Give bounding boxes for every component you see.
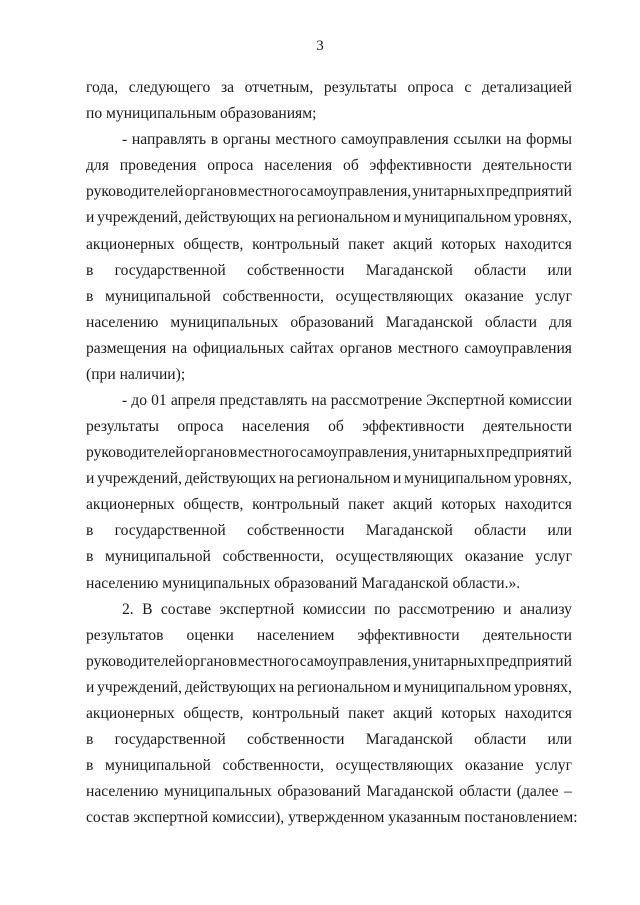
word: самоуправления, bbox=[299, 183, 412, 201]
word: для bbox=[549, 313, 572, 331]
text-line: (при наличии); bbox=[86, 365, 186, 383]
word: оказание bbox=[464, 757, 524, 775]
word: предприятий bbox=[485, 183, 572, 201]
word: которых bbox=[441, 235, 497, 253]
word: области bbox=[474, 261, 527, 279]
word: находится bbox=[504, 704, 572, 722]
word: отчетным, bbox=[244, 79, 314, 96]
word: или bbox=[547, 731, 572, 748]
word: в bbox=[210, 131, 219, 149]
word: и bbox=[393, 678, 402, 696]
word: года, bbox=[86, 79, 119, 96]
word: региональном bbox=[297, 470, 391, 488]
word: руководителей bbox=[86, 652, 184, 670]
text-line bbox=[86, 182, 572, 202]
word: оказание bbox=[464, 548, 524, 566]
word: собственности, bbox=[222, 548, 324, 566]
text-line bbox=[86, 521, 572, 541]
word: - bbox=[122, 392, 128, 409]
word: и bbox=[393, 209, 402, 227]
word: собственности bbox=[246, 261, 345, 279]
word: учреждений, bbox=[97, 678, 183, 696]
word: пакет bbox=[348, 704, 385, 722]
word: В bbox=[142, 600, 153, 618]
text-line bbox=[86, 287, 572, 307]
word: муниципальной bbox=[105, 757, 211, 775]
word: которых bbox=[441, 704, 497, 722]
word: предприятий bbox=[485, 652, 572, 670]
word: эффективности bbox=[357, 626, 460, 644]
word: анализу bbox=[519, 600, 572, 618]
word: пакет bbox=[348, 235, 385, 253]
word: услуг bbox=[535, 548, 572, 566]
word: которых bbox=[441, 496, 497, 514]
text-line: населению муниципальных образований Магаданской области.». bbox=[86, 574, 521, 592]
word: ссылки bbox=[453, 131, 502, 149]
word: Магаданской bbox=[365, 731, 453, 748]
word: пакет bbox=[348, 496, 385, 514]
word: действующих bbox=[184, 678, 277, 696]
word: опроса bbox=[207, 157, 254, 175]
word: эффективности bbox=[362, 418, 465, 435]
word: органов bbox=[184, 652, 237, 670]
word: эффективности bbox=[369, 157, 472, 175]
word: осуществляющих bbox=[335, 287, 454, 305]
word: официальных bbox=[192, 339, 285, 357]
word: самоуправления, bbox=[299, 444, 412, 462]
word: государственной bbox=[114, 522, 226, 540]
word: контрольный bbox=[252, 496, 340, 514]
word: региональном bbox=[297, 209, 391, 227]
word: с bbox=[464, 79, 472, 96]
word: за bbox=[220, 79, 235, 96]
word: экспертной bbox=[219, 600, 295, 618]
word: и bbox=[86, 470, 95, 488]
word: формы bbox=[526, 131, 572, 149]
word: акций bbox=[393, 704, 433, 722]
word: детализацией bbox=[481, 79, 572, 96]
word: акционерных bbox=[86, 496, 175, 514]
word: уровнях, bbox=[513, 470, 572, 488]
word: до bbox=[131, 392, 148, 409]
word: на bbox=[506, 131, 522, 149]
word: на bbox=[171, 339, 188, 357]
word: Магаданской bbox=[385, 313, 473, 331]
text-line bbox=[86, 443, 572, 463]
word: самоуправления, bbox=[299, 652, 412, 670]
word: органы bbox=[222, 131, 271, 149]
word: действующих bbox=[184, 209, 277, 227]
text-line bbox=[86, 156, 572, 176]
word: местного bbox=[237, 652, 299, 670]
word: проведения bbox=[119, 157, 197, 175]
word: области bbox=[474, 522, 527, 540]
word: действующих bbox=[184, 470, 277, 488]
word: в bbox=[86, 522, 94, 540]
text-line bbox=[86, 208, 572, 228]
word: сайтах bbox=[289, 339, 335, 357]
text-line bbox=[122, 391, 572, 411]
word: в bbox=[86, 287, 94, 305]
word: муниципальном bbox=[404, 678, 512, 696]
word: Магаданской bbox=[366, 783, 454, 801]
word: образований bbox=[290, 313, 374, 331]
word: осуществляющих bbox=[335, 757, 454, 775]
word: Экспертной bbox=[426, 392, 505, 409]
word: и bbox=[393, 470, 402, 488]
word: учреждений, bbox=[97, 209, 183, 227]
word: размещения bbox=[86, 339, 167, 357]
word: органов bbox=[339, 339, 393, 357]
word: контрольный bbox=[252, 704, 340, 722]
word: области bbox=[459, 783, 512, 801]
text-line bbox=[86, 782, 572, 802]
text-line bbox=[86, 339, 572, 359]
text-line bbox=[86, 261, 572, 281]
text-line bbox=[86, 78, 572, 98]
word: муниципальных bbox=[163, 783, 272, 801]
word: унитарных bbox=[412, 652, 486, 670]
word: опроса bbox=[177, 418, 224, 435]
word: оценки bbox=[186, 626, 234, 644]
word: государственной bbox=[114, 731, 226, 748]
word: в bbox=[86, 757, 94, 775]
word: собственности, bbox=[222, 287, 324, 305]
word: деятельности bbox=[482, 626, 572, 644]
word: и bbox=[86, 209, 95, 227]
word: на bbox=[278, 470, 295, 488]
text-line bbox=[86, 626, 572, 646]
word: собственности bbox=[246, 731, 345, 748]
word: и bbox=[86, 678, 95, 696]
word: составе bbox=[160, 600, 212, 618]
word: осуществляющих bbox=[335, 548, 454, 566]
text-line bbox=[86, 313, 572, 333]
word: области bbox=[484, 313, 538, 331]
page-number: 3 bbox=[316, 38, 324, 54]
word: обществ, bbox=[183, 235, 244, 253]
text-line bbox=[86, 756, 572, 776]
word: уровнях, bbox=[513, 209, 572, 227]
word: находится bbox=[504, 496, 572, 514]
word: органов bbox=[184, 444, 237, 462]
word: акционерных bbox=[86, 235, 175, 253]
word: следующего bbox=[128, 79, 211, 96]
word: региональном bbox=[297, 678, 391, 696]
word: населения bbox=[264, 157, 333, 175]
word: опроса bbox=[407, 79, 454, 96]
word: или bbox=[547, 261, 572, 279]
word: рассмотрению bbox=[398, 600, 495, 618]
word: направлять bbox=[131, 131, 207, 149]
word: собственности bbox=[246, 522, 345, 540]
word: об bbox=[328, 418, 344, 435]
word: местного bbox=[237, 183, 299, 201]
word: населением bbox=[256, 626, 335, 644]
word: обществ, bbox=[183, 704, 244, 722]
word: комиссии bbox=[508, 392, 572, 409]
word: услуг bbox=[535, 757, 572, 775]
word: руководителей bbox=[86, 444, 184, 462]
word: 01 bbox=[151, 392, 167, 409]
text-line bbox=[86, 417, 572, 437]
text-line bbox=[86, 704, 572, 724]
word: руководителей bbox=[86, 183, 184, 201]
word: местного bbox=[397, 339, 459, 357]
word: акционерных bbox=[86, 704, 175, 722]
word: самоуправления bbox=[464, 339, 572, 357]
word: оказание bbox=[464, 287, 524, 305]
word: представлять bbox=[219, 392, 308, 409]
word: обществ, bbox=[183, 496, 244, 514]
word: результатов bbox=[86, 626, 164, 644]
word: на bbox=[311, 392, 327, 409]
text-line bbox=[86, 235, 572, 255]
word: на bbox=[278, 678, 295, 696]
word: об bbox=[343, 157, 359, 175]
word: в bbox=[86, 261, 94, 279]
text-line bbox=[86, 495, 572, 515]
word: результаты bbox=[86, 418, 159, 435]
word: услуг bbox=[535, 287, 572, 305]
word: унитарных bbox=[412, 444, 486, 462]
word: муниципальных bbox=[170, 313, 279, 331]
word: в bbox=[86, 731, 94, 748]
word: учреждений, bbox=[97, 470, 183, 488]
word: в bbox=[86, 548, 94, 566]
text-line bbox=[86, 469, 572, 489]
word: или bbox=[547, 522, 572, 540]
word: и bbox=[503, 600, 512, 618]
word: населению bbox=[86, 783, 159, 801]
word: апреля bbox=[170, 392, 216, 409]
word: населению bbox=[86, 313, 159, 331]
word: (далее bbox=[516, 783, 559, 801]
word: муниципальном bbox=[404, 209, 512, 227]
word: населения bbox=[241, 418, 310, 435]
word: местного bbox=[237, 444, 299, 462]
word: уровнях, bbox=[513, 678, 572, 696]
word: рассмотрение bbox=[330, 392, 423, 409]
word: для bbox=[86, 157, 109, 175]
word: унитарных bbox=[412, 183, 486, 201]
word: акций bbox=[393, 496, 433, 514]
word: контрольный bbox=[252, 235, 340, 253]
word: по bbox=[374, 600, 391, 618]
word: предприятий bbox=[485, 444, 572, 462]
word: местного bbox=[275, 131, 337, 149]
text-line: состав экспертной комиссии), утвержденном указанным постановлением: bbox=[86, 809, 578, 827]
text-line: по муниципальным образованиям; bbox=[86, 105, 317, 123]
word: результаты bbox=[323, 79, 397, 96]
text-line bbox=[86, 547, 572, 567]
text-line bbox=[86, 678, 572, 698]
word: государственной bbox=[114, 261, 226, 279]
word: акций bbox=[393, 235, 433, 253]
word: Магаданской bbox=[365, 261, 453, 279]
word: Магаданской bbox=[365, 522, 453, 540]
word: муниципальной bbox=[105, 287, 211, 305]
word: собственности, bbox=[222, 757, 324, 775]
text-line bbox=[86, 652, 572, 672]
word: деятельности bbox=[482, 418, 572, 435]
word: самоуправления bbox=[340, 131, 449, 149]
word: муниципальном bbox=[404, 470, 512, 488]
word: на bbox=[278, 209, 295, 227]
word: комиссии bbox=[302, 600, 366, 618]
word: - bbox=[122, 131, 128, 149]
text-line bbox=[122, 130, 572, 150]
word: находится bbox=[504, 235, 572, 253]
word: деятельности bbox=[482, 157, 572, 175]
word: муниципальной bbox=[105, 548, 211, 566]
text-line bbox=[86, 730, 572, 750]
word: 2. bbox=[122, 600, 134, 618]
text-line bbox=[122, 600, 572, 620]
word: – bbox=[564, 783, 572, 801]
word: образований bbox=[277, 783, 361, 801]
word: области bbox=[474, 731, 527, 748]
word: органов bbox=[184, 183, 237, 201]
